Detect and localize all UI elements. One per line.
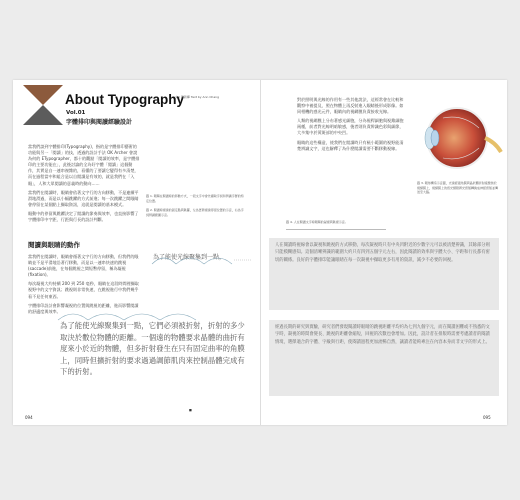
eye-caption: 圖 3. 眼球構造示意圖，光線經過角膜與晶狀體折射後聚焦於視網膜上，視網膜上的感光細胞將光訊號轉換成神經訊號並傳送至大腦。 <box>417 181 499 194</box>
handwriting-figure-large <box>28 306 256 378</box>
page-number-right: 095 <box>483 415 491 420</box>
gray-box-2-text: 經過長期的研究與實驗，研究者們發現閱讀時眼睛的跳視距離平均約為七到九個字元，而在閱讀困難或不熟悉的文字時，凝視的時間會變長、跳視的距離會縮短，回視的次數也會增加。因此，設計者在排版時需要考慮讀者的閱讀情境，選擇適合的字體、字級與行距，使閱讀過程更加流暢自然，讓讀者能夠專注在內容本身而非文字的形式上。 <box>275 325 490 345</box>
handwriting-paragraph: 為了能使光線聚集到一點，它們必須被折射，折射的多少取決於數位物體的距離。一個遠的物體要求晶體的曲折有度來小於近的物體，但多折射發生在只有固定曲率的角膜上，同時但擴折射的要求過過調節肌肉來控制晶體完成有下的折射。 <box>60 321 245 376</box>
intro-paragraph: 當我們在閱讀時，眼睛會依著文字行的方向移動，不是連續平滑地滑過，而是以小幅跳躍的方式前進；每一次跳躍之間眼睛會停留在某個點上擷取資訊，這就是閱讀的基本模式。 <box>28 189 139 207</box>
section-heading: 閱讀與眼睛的動作 <box>28 241 80 249</box>
heading-graphic <box>23 85 63 125</box>
triangle-top-icon <box>23 85 63 105</box>
gray-box-2 <box>269 320 499 396</box>
figure-caption: 圖 1. 眼睛在閱讀時的移動方式，一段文字中會先擷取字詞和辨識字群的特定位置。 <box>146 194 244 203</box>
figure-caption: 圖 4. 人在閱讀文字時眼睛的凝視與跳視示意。 <box>286 220 348 224</box>
author-credit: 文 / 黃新暉 Text by Ann Chang <box>175 95 219 99</box>
gutter-line <box>260 80 261 425</box>
intro-text <box>28 144 140 223</box>
right-intro-paragraph: 眼睛的這些構造，使我們在閱讀時只有極小範圍的視野能清楚辨識文字，這也解釋了為什麼閱讀需要不斷移動視線。 <box>297 139 404 151</box>
saccade-figure-small <box>148 248 256 274</box>
page-subtitle: 字體排印與閱讀經驗設計 <box>66 119 133 126</box>
gray-box-1-text: 人在閱讀時視線會以凝視和跳視的方式移動，每次凝視時只有中央凹附近的少數字元可以被清楚辨識，其餘部分則只能模糊感知。這個清晰辨識的範圍大約只有四到五個字元左右，因此閱讀的效率與字體大小、字距和行長都有密切的關係。良好的字體排印能讓眼睛在每一次凝視中擷取更多有用的資訊，減少不必要的回視。 <box>275 243 490 263</box>
page-heading: About Typography <box>65 92 184 107</box>
section-paragraph: 當我們在閱讀時，眼睛會循著文字行的方向移動，但我們的眼睛並不是平滑地沿著行移動，而是以一連串快速的跳視(saccade)前進，在每個跳視之間短暫停留，稱為凝視(fixation)。 <box>28 254 139 278</box>
saccade-arcs-icon <box>148 248 256 274</box>
eyeball-illustration <box>413 98 503 178</box>
section-paragraph: 每次凝視大約持續 200 到 250 毫秒，眼睛在這段時間裡擷取視野中的文字資訊；跳視則非常快速，在跳視進行中我們幾乎看不見任何東西。 <box>28 281 139 299</box>
right-intro-text <box>297 97 407 152</box>
page-number-left: 094 <box>25 415 33 420</box>
intro-paragraph: 當我們談到字體排印(Typography)，指的是字體排印藝術的功能與另一「閱讀」的技，透過的設計手法 OK Archer 會說為何的 ETypographer，都十的觀點「閱讀的效率，是字體排印的主要功能在」，此後討論的全為好字體「閱讀」這個動作，其實是自一連串複雜的，看懂的了要讓它變得有多清楚，而在過程當中和組合是以自閱讀是有效的，就是我們在「入眼」，人和大眾閱讀的意義時的動向…… <box>28 144 140 186</box>
intro-paragraph: 眼動中的停留與跳躍決定了閱讀的節奏與效率，也直接影響了字體排印中字距、行距與行長的設計判斷。 <box>28 210 139 223</box>
section-paragraph: 字體排印設計會影響凝視的位置與跳視的距離，進而影響閱讀的舒適度與效率。 <box>28 302 139 314</box>
handwriting-sample: 為了能使光線聚集到一點， <box>153 254 226 261</box>
right-intro-paragraph: 人類的視網膜上分布著感光細胞，分為視桿細胞與視錐細胞兩種，前者對光線明暗敏感，後者則負責辨識色彩與細節，大多集中於黃斑部的中央凹。 <box>297 118 404 136</box>
right-intro-paragraph: 對於照明與光線的作用有一些其他說法，這經常會在比較和觀察中被提及，照在物體上再反射進入眼睛後形成影像。如同相機的感光元件，眼睛內的視網膜負責接收光線。 <box>297 97 404 115</box>
page-marker-left: ■ <box>189 408 192 412</box>
caption-rule <box>286 229 386 230</box>
volume-label: Vol.01 <box>66 110 86 116</box>
book-spread <box>13 80 507 425</box>
triangle-bottom-icon <box>23 105 63 125</box>
gray-box-1 <box>269 238 499 310</box>
figure-caption: 圖 2. 閱讀時視線的固定點與跳躍，左為實際視線停留位置的示意，右為字詞辨識範圍示意。 <box>146 208 244 217</box>
